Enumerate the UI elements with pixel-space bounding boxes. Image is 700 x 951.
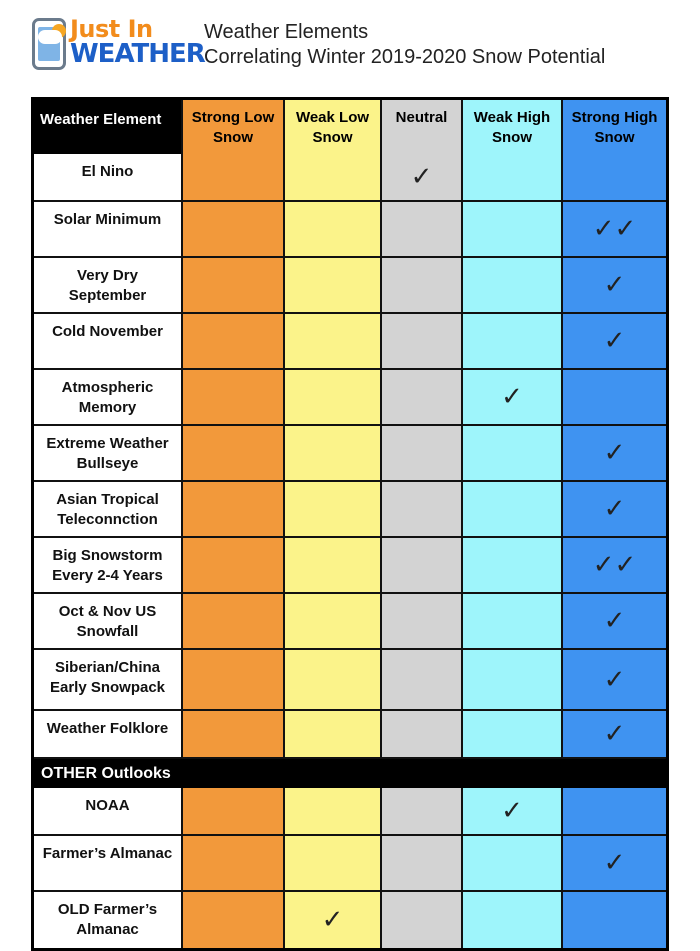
row-label: Farmer’s Almanac [34, 836, 181, 890]
table-row [34, 536, 666, 592]
table-row [34, 154, 666, 200]
cloud-icon [38, 30, 62, 44]
rating-cell [283, 892, 380, 948]
rating-cell [561, 426, 666, 480]
column-header-weather-element: Weather Element [34, 100, 181, 154]
rating-cell [181, 426, 283, 480]
rating-cell [181, 788, 283, 834]
rating-cell [283, 788, 380, 834]
rating-cell [283, 426, 380, 480]
rating-cell [380, 370, 461, 424]
rating-cell [461, 836, 561, 890]
rating-cell [561, 154, 666, 200]
rating-cell [283, 482, 380, 536]
table-row [34, 788, 666, 834]
rating-cell [283, 370, 380, 424]
other-outlook-rows [34, 788, 666, 948]
rating-cell [283, 258, 380, 312]
checkmark-icon: ✓ [603, 664, 626, 695]
snow-potential-table [31, 97, 669, 951]
rating-cell [461, 711, 561, 757]
row-label: Weather Folklore [34, 711, 181, 757]
rating-cell [380, 711, 461, 757]
row-label: Cold November [34, 314, 181, 368]
checkmark-icon: ✓ [592, 214, 615, 244]
rating-cell [461, 154, 561, 200]
rating-cell [283, 836, 380, 890]
rating-cell [380, 594, 461, 648]
table-row [34, 592, 666, 648]
title-line-2: Correlating Winter 2019-2020 Snow Potential [204, 46, 606, 68]
column-header-strong-low-snow: Strong Low Snow [181, 100, 283, 154]
element-rows [34, 154, 666, 757]
rating-cell [181, 538, 283, 592]
table-row [34, 890, 666, 948]
checkmark-icon: ✓ [603, 326, 626, 356]
rating-cell [283, 538, 380, 592]
rating-cell [380, 482, 461, 536]
column-header-weak-low-snow: Weak Low Snow [283, 100, 380, 154]
rating-cell [461, 370, 561, 424]
row-label: Asian Tropical Teleconnction [34, 482, 181, 536]
row-label: Atmospheric Memory [34, 370, 181, 424]
rating-cell [561, 314, 666, 368]
rating-cell [181, 202, 283, 256]
column-header-strong-high-snow: Strong High Snow [561, 100, 666, 154]
rating-cell [283, 154, 380, 200]
rating-cell [561, 836, 666, 890]
rating-cell [181, 594, 283, 648]
rating-cell [461, 538, 561, 592]
rating-cell [561, 711, 666, 757]
row-label: Oct & Nov US Snowfall [34, 594, 181, 648]
table-row [34, 834, 666, 890]
rating-cell [181, 314, 283, 368]
table-header-row [34, 100, 666, 154]
rating-cell [181, 154, 283, 200]
checkmark-icon: ✓ [592, 550, 615, 580]
rating-cell [380, 836, 461, 890]
row-label: Extreme Weather Bullseye [34, 426, 181, 480]
rating-cell [461, 202, 561, 256]
row-label: El Nino [34, 154, 181, 200]
rating-cell [380, 788, 461, 834]
rating-cell [561, 650, 666, 709]
other-outlooks-section-header: OTHER Outlooks [34, 757, 666, 788]
rating-cell [181, 258, 283, 312]
rating-cell [561, 594, 666, 648]
rating-cell [561, 892, 666, 948]
table-row [34, 368, 666, 424]
rating-cell [380, 154, 461, 200]
rating-cell [561, 202, 666, 256]
rating-cell [181, 711, 283, 757]
checkmark-icon: ✓ [501, 796, 523, 826]
checkmark-icon: ✓ [603, 848, 626, 878]
table-row [34, 424, 666, 480]
logo-text-just-in: Just In [70, 15, 153, 43]
checkmark-icon: ✓ [501, 382, 523, 412]
rating-cell [380, 650, 461, 709]
checkmark-icon: ✓ [410, 162, 433, 192]
checkmark-icon: ✓ [603, 270, 626, 300]
table-row [34, 648, 666, 709]
checkmark-icon: ✓ [614, 214, 637, 244]
rating-cell [561, 370, 666, 424]
row-label: NOAA [34, 788, 181, 834]
checkmark-icon: ✓ [603, 494, 626, 524]
checkmark-icon: ✓ [321, 905, 344, 935]
title-line-1: Weather Elements [204, 21, 369, 43]
checkmark-icon: ✓ [603, 606, 626, 636]
rating-cell [561, 258, 666, 312]
rating-cell [461, 258, 561, 312]
row-label: Solar Minimum [34, 202, 181, 256]
page-title [204, 20, 605, 70]
rating-cell [380, 892, 461, 948]
checkmark-icon: ✓ [614, 550, 637, 580]
rating-cell [181, 836, 283, 890]
rating-cell [181, 650, 283, 709]
rating-cell [283, 711, 380, 757]
rating-cell [380, 202, 461, 256]
column-header-neutral: Neutral [380, 100, 461, 154]
checkmark-icon: ✓ [603, 438, 626, 468]
checkmark-icon: ✓ [603, 719, 626, 749]
rating-cell [380, 538, 461, 592]
table-row [34, 480, 666, 536]
rating-cell [181, 482, 283, 536]
rating-cell [380, 314, 461, 368]
rating-cell [283, 594, 380, 648]
row-label: Siberian/China Early Snowpack [34, 650, 181, 709]
rating-cell [561, 788, 666, 834]
rating-cell [461, 594, 561, 648]
rating-cell [461, 482, 561, 536]
rating-cell [181, 892, 283, 948]
rating-cell [561, 482, 666, 536]
rating-cell [283, 202, 380, 256]
rating-cell [461, 788, 561, 834]
rating-cell [380, 258, 461, 312]
rating-cell [380, 426, 461, 480]
rating-cell [181, 370, 283, 424]
rating-cell [461, 650, 561, 709]
row-label: Very Dry September [34, 258, 181, 312]
rating-cell [461, 892, 561, 948]
table-row [34, 709, 666, 757]
rating-cell [561, 538, 666, 592]
rating-cell [283, 650, 380, 709]
row-label: Big Snowstorm Every 2-4 Years [34, 538, 181, 592]
column-header-weak-high-snow: Weak High Snow [461, 100, 561, 154]
rating-cell [461, 426, 561, 480]
rating-cell [461, 314, 561, 368]
table-row [34, 256, 666, 312]
row-label: OLD Farmer’s Almanac [34, 892, 181, 948]
table-row [34, 200, 666, 256]
logo-text-weather: WEATHER [70, 39, 205, 69]
table-row [34, 312, 666, 368]
just-in-weather-logo [30, 12, 205, 72]
rating-cell [283, 314, 380, 368]
